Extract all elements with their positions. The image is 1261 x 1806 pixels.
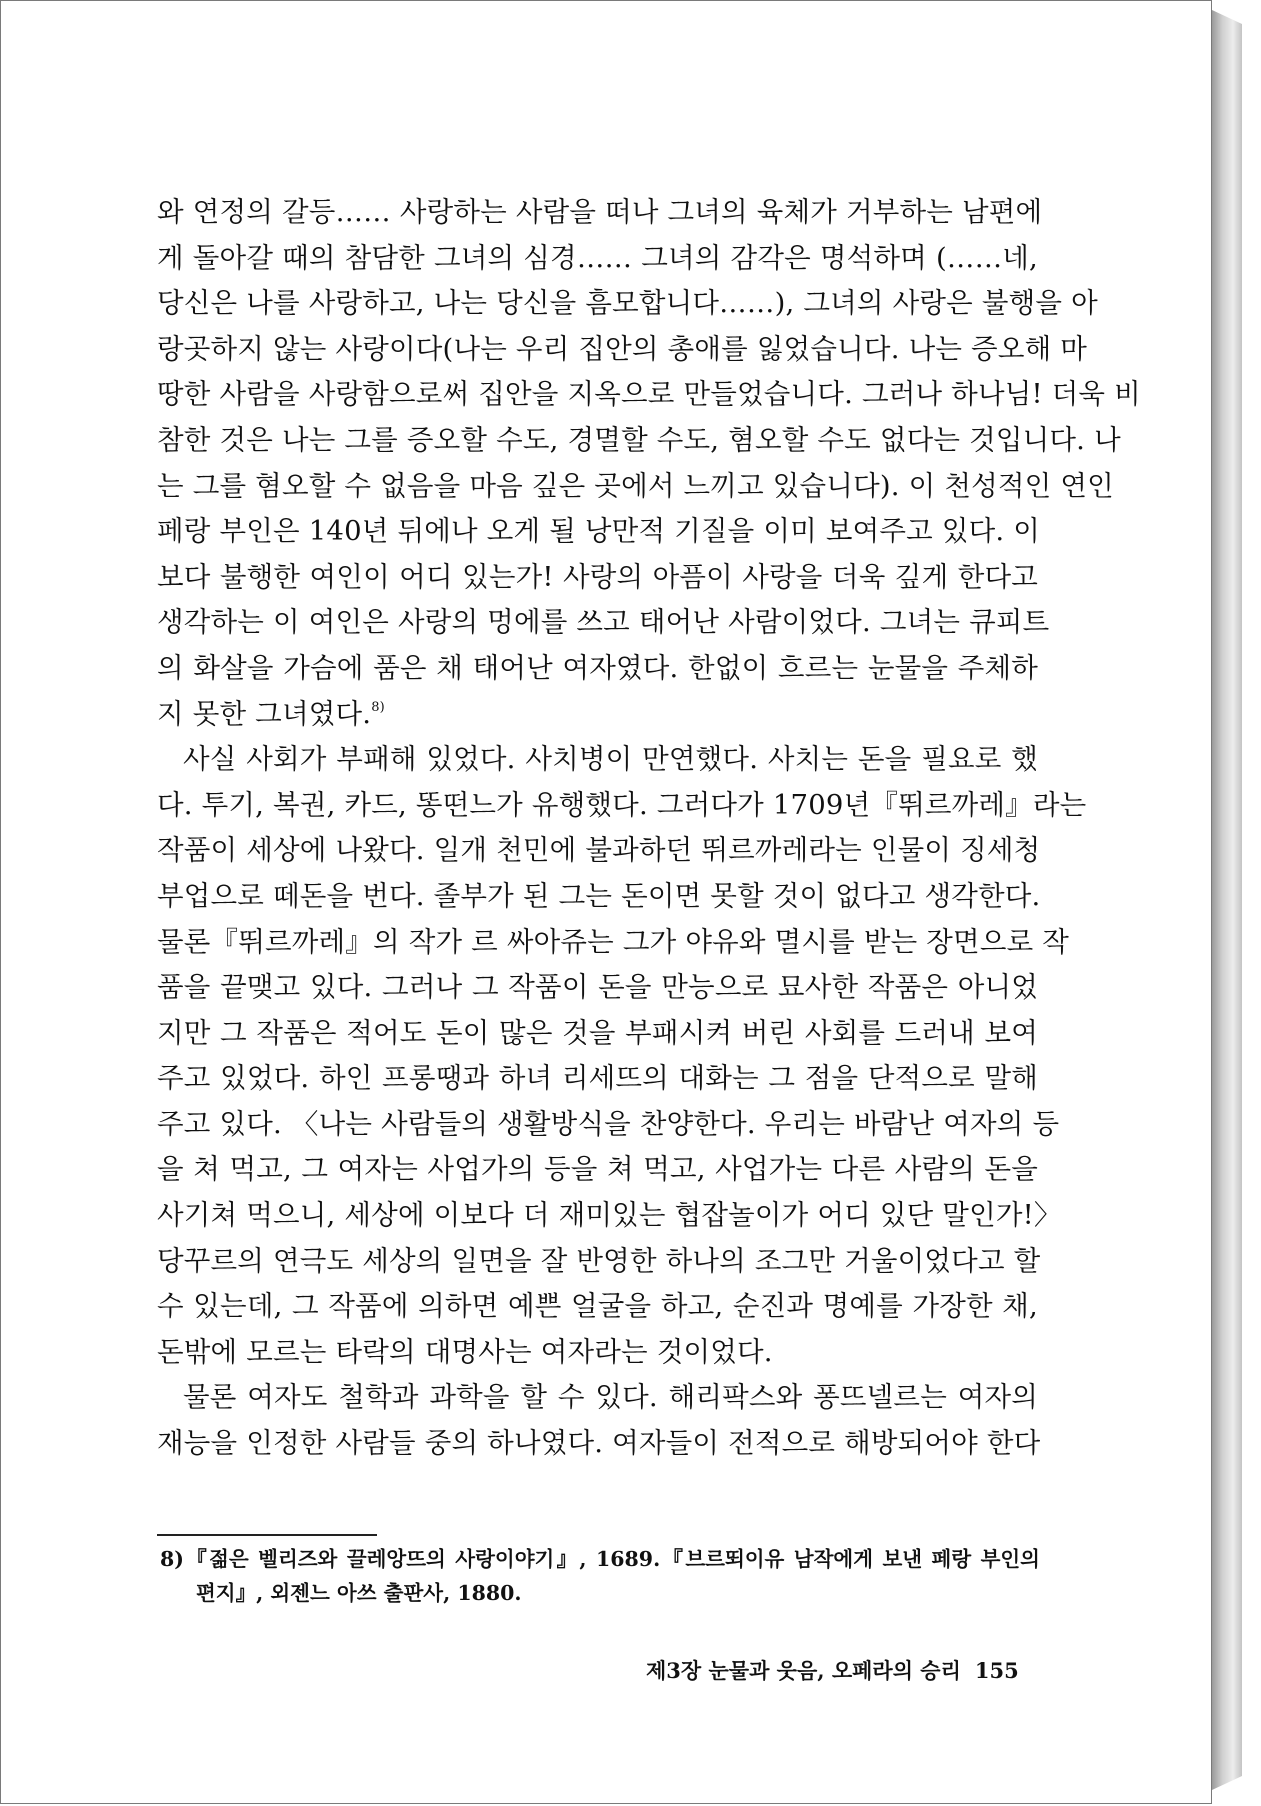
- body-line: 수 있는데, 그 작품에 의하면 예쁜 얼굴을 하고, 순진과 명예를 가장한 채,: [157, 1290, 1038, 1323]
- body-line: 게 돌아갈 때의 참담한 그녀의 심경…… 그녀의 감각은 명석하며 (……네,: [157, 241, 1038, 274]
- page-stack-edge: [1212, 10, 1242, 1790]
- body-line: 사기쳐 먹으니, 세상에 이보다 더 재미있는 협잡놀이가 어디 있단 말인가!〉: [157, 1199, 1062, 1232]
- body-line: 는 그를 혐오할 수 없음을 마음 깊은 곳에서 느끼고 있습니다). 이 천성적인 연인: [157, 469, 1114, 502]
- body-line: 땅한 사람을 사랑함으로써 집안을 지옥으로 만들었습니다. 그러나 하나님! 더욱 비: [157, 378, 1141, 411]
- footnote-line: 편지』, 외젠느 아쓰 출판사, 1880.: [196, 1581, 522, 1605]
- footnote-reference[interactable]: 8): [371, 699, 385, 715]
- body-line: 작품이 세상에 나왔다. 일개 천민에 불과하던 뛰르까레라는 인물이 징세청: [157, 834, 1041, 867]
- chapter-title: 제3장 눈물과 웃음, 오페라의 승리: [646, 1658, 961, 1683]
- paragraph-start-line: 물론 여자도 철학과 과학을 할 수 있다. 해리팍스와 퐁뜨넬르는 여자의: [183, 1381, 1038, 1414]
- body-line: 지만 그 작품은 적어도 돈이 많은 것을 부패시켜 버린 사회를 드러내 보여: [157, 1016, 1038, 1049]
- body-line-text: 지 못한 그녀였다.: [157, 697, 372, 730]
- body-line: 다. 투기, 복권, 카드, 똥떤느가 유행했다. 그러다가 1709년『뛰르까레』라는: [157, 788, 1087, 821]
- body-line: 당꾸르의 연극도 세상의 일면을 잘 반영한 하나의 조그만 거울이었다고 할: [157, 1244, 1041, 1277]
- body-line: 물론『뛰르까레』의 작가 르 싸아쥬는 그가 야유와 멸시를 받는 장면으로 작: [157, 925, 1070, 958]
- page-number: 155: [974, 1658, 1019, 1683]
- body-line: 부업으로 떼돈을 번다. 졸부가 된 그는 돈이면 못할 것이 없다고 생각한다.: [157, 879, 1041, 912]
- body-line: 당신은 나를 사랑하고, 나는 당신을 흠모합니다……), 그녀의 사랑은 불행을 아: [157, 287, 1098, 320]
- body-line: 랑곳하지 않는 사랑이다(나는 우리 집안의 총애를 잃었습니다. 나는 증오해 마: [157, 332, 1088, 365]
- body-line: 참한 것은 나는 그를 증오할 수도, 경멸할 수도, 혐오할 수도 없다는 것입니다. 나: [157, 423, 1121, 456]
- body-line: 보다 불행한 여인이 어디 있는가! 사랑의 아픔이 사랑을 더욱 깊게 한다고: [157, 560, 1038, 593]
- footnote: [160, 1542, 1040, 1610]
- body-line: 페랑 부인은 140년 뒤에나 오게 될 낭만적 기질을 이미 보여주고 있다. 이: [157, 515, 1041, 548]
- running-footer: [646, 1655, 1019, 1685]
- body-line: 의 화살을 가슴에 품은 채 태어난 여자였다. 한없이 흐르는 눈물을 주체하: [157, 651, 1038, 684]
- body-line: 주고 있다. 〈나는 사람들의 생활방식을 찬양한다. 우리는 바람난 여자의 등: [157, 1107, 1060, 1140]
- body-line: 품을 끝맺고 있다. 그러나 그 작품이 돈을 만능으로 묘사한 작품은 아니었: [157, 971, 1038, 1004]
- paragraph-start-line: 사실 사회가 부패해 있었다. 사치병이 만연했다. 사치는 돈을 필요로 했: [183, 743, 1038, 776]
- body-line-with-footnote: [157, 692, 1038, 738]
- body-line: 주고 있었다. 하인 프롱땡과 하녀 리세뜨의 대화는 그 점을 단적으로 말해: [157, 1062, 1038, 1095]
- body-line: 생각하는 이 여인은 사랑의 멍에를 쓰고 태어난 사람이었다. 그녀는 큐피트: [157, 606, 1050, 639]
- body-line: 을 쳐 먹고, 그 여자는 사업가의 등을 쳐 먹고, 사업가는 다른 사람의 돈을: [157, 1153, 1038, 1186]
- body-text: [157, 190, 1141, 1467]
- body-line: 재능을 인정한 사람들 중의 하나였다. 여자들이 전적으로 해방되어야 한다: [157, 1427, 1041, 1460]
- body-line: 돈밖에 모르는 타락의 대명사는 여자라는 것이었다.: [157, 1335, 773, 1368]
- footnote-line: 8)『젊은 벨리즈와 끌레앙뜨의 사랑이야기』, 1689.『브르뙤이유 남작에게 보낸 페랑 부인의: [160, 1547, 1040, 1571]
- body-line: 와 연정의 갈등…… 사랑하는 사람을 떠나 그녀의 육체가 거부하는 남편에: [157, 196, 1043, 228]
- footnote-divider: [157, 1534, 377, 1536]
